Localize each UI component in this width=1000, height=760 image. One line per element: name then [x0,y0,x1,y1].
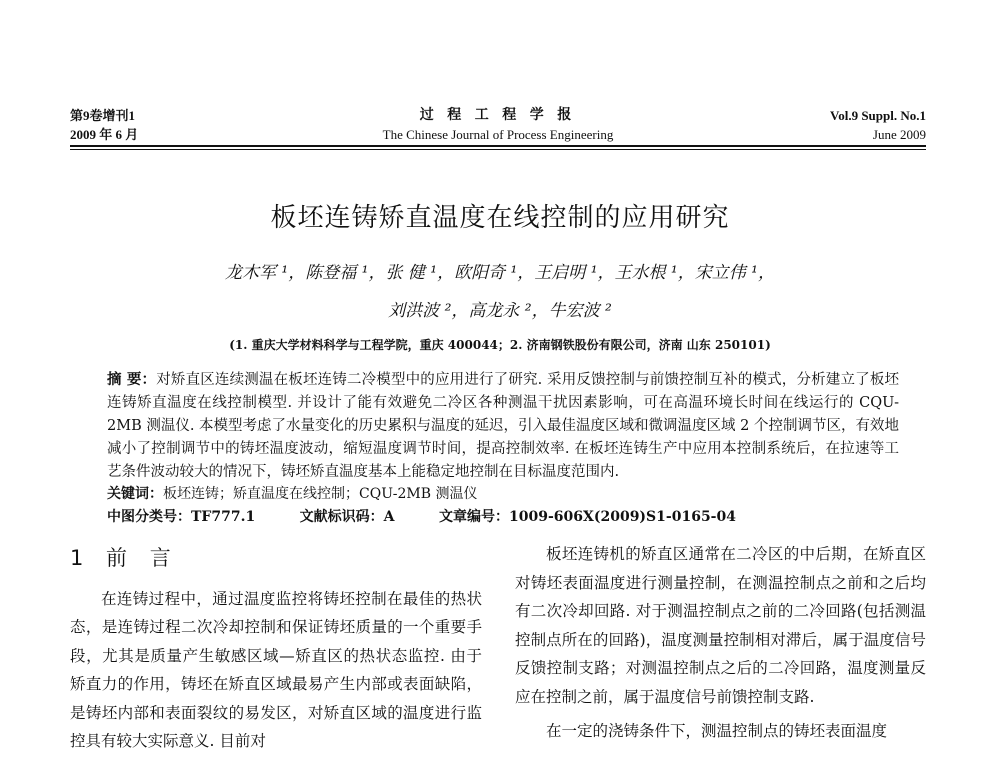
body-paragraph: 板坯连铸机的矫直区通常在二冷区的中后期，在矫直区对铸坯表面温度进行测量控制，在测温控制点之前和之后均有二次冷却回路. 对于测温控制点之前的二冷回路(包括测温控制点所在的回路)，温度测量控制相对滞后，属于温度信号反馈控制支路；对测温控制点之后的二冷回路，温度测量反应在控制之前，属于温度信号前馈控制支路. [515,545,926,706]
volume-issue-en: Vol.9 Suppl. No.1 [830,108,926,123]
abstract-text: 对矫直区连续测温在板坯连铸二冷模型中的应用进行了研究. 采用反馈控制与前馈控制互补的模式，分析建立了板坯连铸矫直温度在线控制模型. 并设计了能有效避免二冷区各种测温干扰因素影响，可在高温环境长时间在线运行的 CQU-2MB 测温仪. 本模型考虑了水量变化的历史累积与温度的延迟，引入最佳温度区域和微调温度区域 2 个控制调节区，有效地减小了控制调节中的铸坯温度波动，缩短温度调节时间，提高控制效率. 在板坯连铸生产中应用本控制系统后，在拉速等工艺条件波动较大的情况下，铸坯矫直温度基本上能稳定地控制在目标温度范围内. [107,372,899,480]
body-column-right [515,540,926,746]
document-code [300,509,395,525]
clc-label: 中图分类号： [107,509,191,525]
article-number-value: 1009-606X(2009)S1-0165-04 [508,509,736,525]
keywords-text: 板坯连铸；矫直温度在线控制；CQU-2MB 测温仪 [163,486,478,502]
journal-name-en: The Chinese Journal of Process Engineering [382,127,614,142]
article-number [439,509,736,525]
volume-info-en [830,106,926,144]
affiliation: (1. 重庆大学材料科学与工程学院，重庆 400044；2. 济南钢铁股份有限公司，济南 山东 250101) [229,338,771,352]
clc-number [107,509,255,525]
doc-code-label: 文献标识码： [299,509,384,525]
article-number-label: 文章编号： [438,509,509,525]
journal-name-cn: 过 程 工 程 学 报 [419,108,577,123]
section-heading: 1 前 言 [70,546,179,570]
body-paragraph: 在连铸过程中，通过温度监控将铸坯控制在最佳的热状态，是连铸过程二次冷却控制和保证铸坯质量的一个重要手段，尤其是质量产生敏感区域—矫直区的热状态监控. 由于矫直力的作用，铸坯在矫直区域最易产生内部或表面缺陷，是铸坯内部和表面裂纹的易发区，对矫直区域的温度进行监控具有较大实际意义. 目前对 [70,589,482,750]
classification-line [107,506,907,526]
doc-code-value: A [383,509,395,525]
keywords [107,483,477,503]
volume-issue: 第9卷增刊1 [70,108,136,123]
clc-value: TF777.1 [191,509,256,525]
header-rule-thin [70,149,926,150]
abstract-label: 摘 要： [107,371,157,388]
running-header [70,106,926,150]
body-column-left [70,540,482,756]
journal-name [70,106,926,144]
header-rule-thick [70,145,926,147]
issue-date-en: June 2009 [872,127,926,142]
issue-date-cn: 2009 年 6 月 [70,127,139,142]
abstract [107,368,899,484]
body-paragraph: 在一定的浇铸条件下，测温控制点的铸坯表面温度 [546,722,888,740]
keywords-label: 关键词： [107,486,163,502]
paper-title: 板坯连铸矫直温度在线控制的应用研究 [270,203,730,233]
author-list-line1: 龙木军 ¹，陈登福 ¹，张 健 ¹，欧阳奇 ¹，王启明 ¹，王水根 ¹，宋立伟 ¹， [225,263,775,283]
author-list-line2: 刘洪波 ²，高龙永 ²，牛宏波 ² [388,301,612,321]
